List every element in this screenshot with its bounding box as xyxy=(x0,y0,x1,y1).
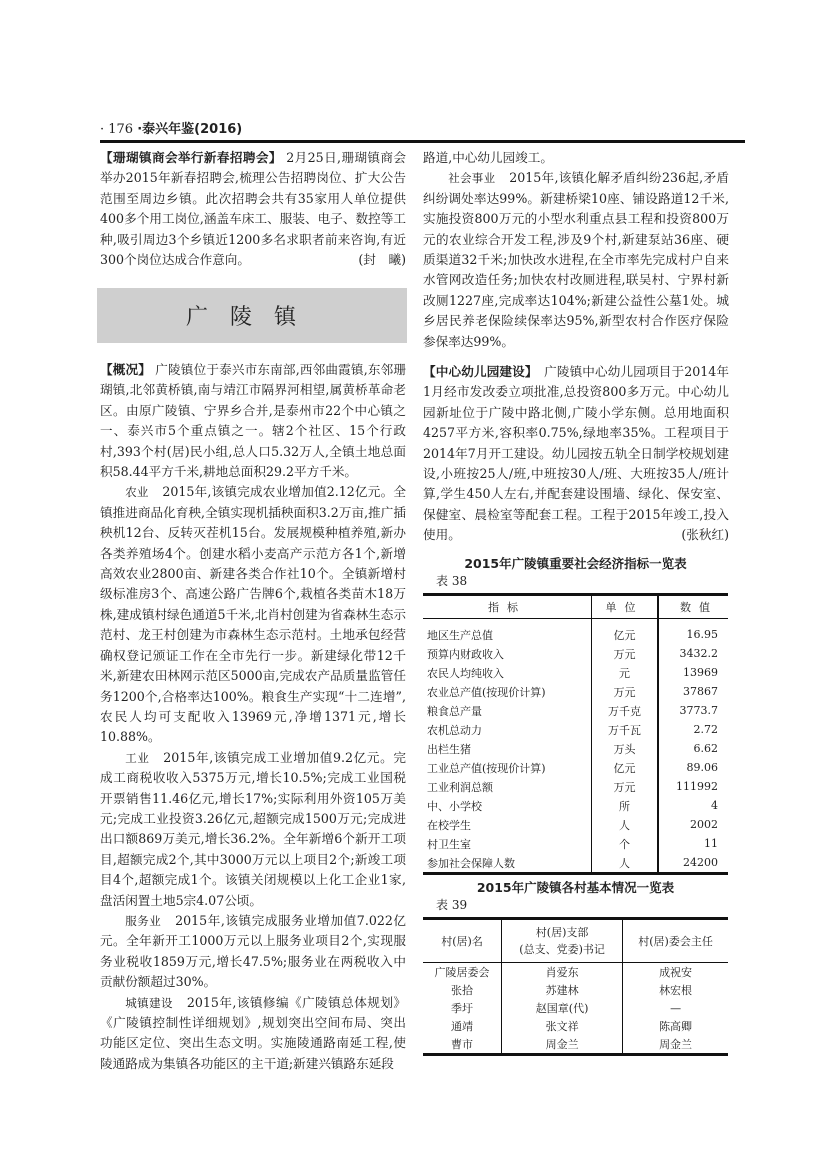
table-cell: 肖爱东 xyxy=(502,963,623,982)
table-cell: 89.06 xyxy=(658,758,728,777)
table-cell: 元 xyxy=(592,663,659,682)
overview-paragraph xyxy=(100,360,406,482)
table-row xyxy=(423,1035,728,1055)
urban-body: 2015年,该镇修编《广陵镇总体规划》《广陵镇控制性详细规划》,规划突出空间布局、突出功能区定位、突出生态文明。实施陵通路南延工程,使陵通路成为集镇各功能区的主干道;新建兴镇路东延段 xyxy=(100,994,406,1071)
table-cell: 周金兰 xyxy=(623,1035,728,1055)
table-cell: 所 xyxy=(592,796,659,815)
table-cell: 37867 xyxy=(658,682,728,701)
kindergarten-body: 广陵镇中心幼儿园项目于2014年1月经市发改委立项批准,总投资800多万元。中心幼儿园新址位于广陵中路北侧,广陵小学东侧。总用地面积4257平方米,容积率0.75%,绿地率35%。工程项目于2014年7月开工建设。幼儿园按五轨全日制学校规划建设,小班按25人/班,中班按30人/班、大班按35人/班计算,学生450人左右,并配套建设围墙、绿化、保安室、保健室、晨检室等配套工程。工程于2015年竣工,投入使用。 xyxy=(423,364,729,543)
table38-title: 2015年广陵镇重要社会经济指标一览表 xyxy=(464,556,687,571)
table-cell: 工业总产值(按现价计算) xyxy=(427,761,546,775)
urban-title: 城镇建设 xyxy=(125,995,174,1010)
header-line: (总支、党委)书记 xyxy=(519,943,605,956)
table-cell: 赵国章(代) xyxy=(502,999,623,1017)
table-cell: 参加社会保障人数 xyxy=(427,856,515,870)
book-title: ·泰兴年鉴(2016) xyxy=(137,122,243,137)
table-cell: 预算内财政收入 xyxy=(427,647,504,661)
service-body: 2015年,该镇完成服务业增加值7.022亿元。全年新开工1000万元以上服务业项目2个,实现服务业税收1859万元,增长47.5%;服务业在两税收入中贡献份额超过30%。 xyxy=(100,912,407,990)
table-cell: 6.62 xyxy=(658,739,728,758)
table-cell: 周金兰 xyxy=(502,1035,623,1055)
urban-continued: 路道,中心幼儿园竣工。 xyxy=(423,150,553,165)
industry-title: 工业 xyxy=(125,750,150,765)
column-header: 数值 xyxy=(658,595,728,619)
running-header xyxy=(100,118,242,137)
table-row xyxy=(423,834,728,853)
table-cell: — xyxy=(623,999,728,1017)
table-row xyxy=(423,796,728,815)
service-paragraph xyxy=(100,911,406,993)
table-row xyxy=(423,963,728,982)
column-header xyxy=(502,919,623,963)
author: (张秋红) xyxy=(681,527,729,543)
table-row xyxy=(423,701,728,720)
agriculture-title: 农业 xyxy=(125,485,149,500)
table-cell: 农业总产值(按现价计算) xyxy=(427,685,546,699)
table-cell: 工业利润总额 xyxy=(427,780,493,794)
table-row xyxy=(423,815,728,834)
table-cell: 成祝安 xyxy=(623,963,728,982)
table-cell: 个 xyxy=(592,834,659,853)
table-cell: 万头 xyxy=(592,739,659,758)
agriculture-paragraph xyxy=(100,482,406,747)
table-cell: 万元 xyxy=(592,682,659,701)
table-cell: 3432.2 xyxy=(658,644,728,663)
table-row xyxy=(423,619,728,645)
column-header: 村(居)委会主任 xyxy=(623,919,728,963)
table-cell: 季圩 xyxy=(451,1002,474,1015)
social-title: 社会事业 xyxy=(448,171,496,186)
table-cell: 林宏根 xyxy=(623,981,728,999)
table-cell: 11 xyxy=(658,834,728,853)
table-cell: 在校学生 xyxy=(427,818,471,832)
table-cell: 张文祥 xyxy=(502,1017,623,1035)
table-cell: 2.72 xyxy=(658,720,728,739)
table-cell: 出栏生猪 xyxy=(427,742,471,756)
table-cell: 粮食总产量 xyxy=(427,704,482,718)
table-cell: 亿元 xyxy=(592,758,659,777)
table-row xyxy=(423,981,728,999)
table-cell: 苏建林 xyxy=(502,981,623,999)
column-header: 村(居)名 xyxy=(423,919,502,963)
table-cell: 亿元 xyxy=(592,619,659,645)
table-cell: 2002 xyxy=(658,815,728,834)
table-cell: 万千克 xyxy=(592,701,659,720)
service-title: 服务业 xyxy=(125,913,162,928)
table-row xyxy=(423,644,728,663)
indicators-table xyxy=(423,593,728,875)
table-cell: 张拾 xyxy=(451,984,474,997)
table-cell: 万元 xyxy=(592,777,659,796)
table-cell: 13969 xyxy=(658,663,728,682)
agriculture-body: 2015年,该镇完成农业增加值2.12亿元。全镇推进商品化育秧,全镇实现机插秧面积3.2万亩,推广插秧机12台、反转灭茬机15台。发展规模种植养殖,新办各类养殖场4个。创建水稻小麦高产示范方各1个,新增高效农业2800亩、新建各类合作社10个。全镇新增村级标准房3个、高速公路广告牌6个,栽植各类苗木18万株,建成镇村绿色通道5千米,北肖村创建为省森林生态示范村、龙王村创建为市森林生态示范村。土地承包经营确权登记颁证工作在全市先行一步。新建绿化带12千米,新建农田林网示范区5000亩,完成农产品质量监管任务1200个,合格率达100%。粮食生产实现“十二连增”,农民人均可支配收入13969元,净增1371元,增长10.88%。 xyxy=(100,484,406,745)
table-row xyxy=(423,1017,728,1035)
section-banner: 广陵镇 xyxy=(97,288,407,343)
table-row xyxy=(423,682,728,701)
table39-number: 表 39 xyxy=(436,898,468,912)
overview-title: 【概况】 xyxy=(100,362,152,377)
table-cell: 通靖 xyxy=(451,1020,474,1033)
header-line: 村(居)支部 xyxy=(535,926,589,939)
recruit-article xyxy=(100,148,406,270)
table-cell: 人 xyxy=(592,853,659,874)
right-column-top xyxy=(423,148,729,352)
overview-body: 广陵镇位于泰兴市东南部,西邻曲霞镇,东邻珊瑚镇,北邻黄桥镇,南与靖江市隔界河相望,属黄桥革命老区。由原广陵镇、宁界乡合并,是泰州市22个中心镇之一、泰兴市5个重点镇之一。辖2个社区、15个行政村,393个村(居)民小组,总人口5.32万人,全镇土地总面积58.44平方千米,耕地总面积29.2平方千米。 xyxy=(100,362,407,480)
table-row xyxy=(423,758,728,777)
table-cell: 中、小学校 xyxy=(427,799,482,813)
column-header: 单位 xyxy=(592,595,659,619)
table39-title: 2015年广陵镇各村基本情况一览表 xyxy=(476,880,675,895)
kindergarten-title: 【中心幼儿园建设】 xyxy=(423,364,532,379)
table-cell: 农机总动力 xyxy=(427,723,482,737)
table-cell: 陈高卿 xyxy=(623,1017,728,1035)
table-row xyxy=(423,853,728,874)
table-cell: 地区生产总值 xyxy=(427,628,493,642)
table-cell: 3773.7 xyxy=(658,701,728,720)
table-cell: 4 xyxy=(658,796,728,815)
article-title: 【珊瑚镇商会举行新春招聘会】 xyxy=(100,150,282,165)
table-row xyxy=(423,720,728,739)
table-cell: 村卫生室 xyxy=(427,837,471,851)
social-paragraph xyxy=(423,168,729,352)
table-cell: 111992 xyxy=(658,777,728,796)
social-body: 2015年,该镇化解矛盾纠纷236起,矛盾纠纷调处率达99%。新建桥梁10座、铺设路道12千米,实施投资800万元的小型水利重点县工程和投资800万元的农业综合开发工程,涉及9个村,新建泵站36座、硬质渠道32千米;加快改水进程,在全市率先完成村户自来水管网改造任务;加快农村改厕进程,联吴村、宁界村新改厕1227座,完成率达104%;新建公益性公墓1处。城乡居民养老保险续保率达95%,新型农村合作医疗保险参保率达99%。 xyxy=(423,170,729,349)
table-cell: 24200 xyxy=(658,853,728,874)
column-header: 指标 xyxy=(423,595,592,619)
industry-paragraph xyxy=(100,748,406,911)
industry-body: 2015年,该镇完成工业增加值9.2亿元。完成工商税收收入5375万元,增长10.5%;完成工业国税开票销售11.46亿元,增长17%;实际利用外资105万美元;完成工业投资3.26亿元,超额完成1500万元;完成进出口额869万美元,增长36.2%。全年新增6个新开工项目,超额完成2个,其中3000万元以上项目2个;新竣工项目4个,超额完成1个。该镇关闭规模以上化工企业1家,盘活闲置土地5宗4.07公顷。 xyxy=(100,749,406,908)
kindergarten-article xyxy=(423,362,729,546)
table-cell: 万千瓦 xyxy=(592,720,659,739)
table-row xyxy=(423,663,728,682)
left-column-main xyxy=(100,360,406,1074)
table-cell: 农民人均纯收入 xyxy=(427,666,504,680)
urban-paragraph xyxy=(100,993,406,1075)
table-cell: 万元 xyxy=(592,644,659,663)
article-body: 2月25日,珊瑚镇商会举办2015年新春招聘会,梳理公告招聘岗位、扩大公告范围至周边乡镇。此次招聘会共有35家用人单位提供400多个用工岗位,涵盖车床工、服装、电子、数控等工种,吸引周边3个乡镇近1200多名求职者前来咨询,有近300个岗位达成合作意向。 xyxy=(100,150,406,268)
table38-number: 表 38 xyxy=(436,574,468,588)
table-cell: 人 xyxy=(592,815,659,834)
table-row xyxy=(423,999,728,1017)
table-row xyxy=(423,777,728,796)
left-column-top xyxy=(100,148,406,270)
table-cell: 广陵居委会 xyxy=(434,966,490,979)
author: (封 曦) xyxy=(358,252,406,268)
table-row xyxy=(423,739,728,758)
table-cell: 16.95 xyxy=(658,619,728,645)
villages-table xyxy=(423,917,728,1056)
page-number: · 176 xyxy=(100,122,134,137)
table-cell: 曹市 xyxy=(451,1038,474,1051)
header-rule xyxy=(100,140,745,143)
